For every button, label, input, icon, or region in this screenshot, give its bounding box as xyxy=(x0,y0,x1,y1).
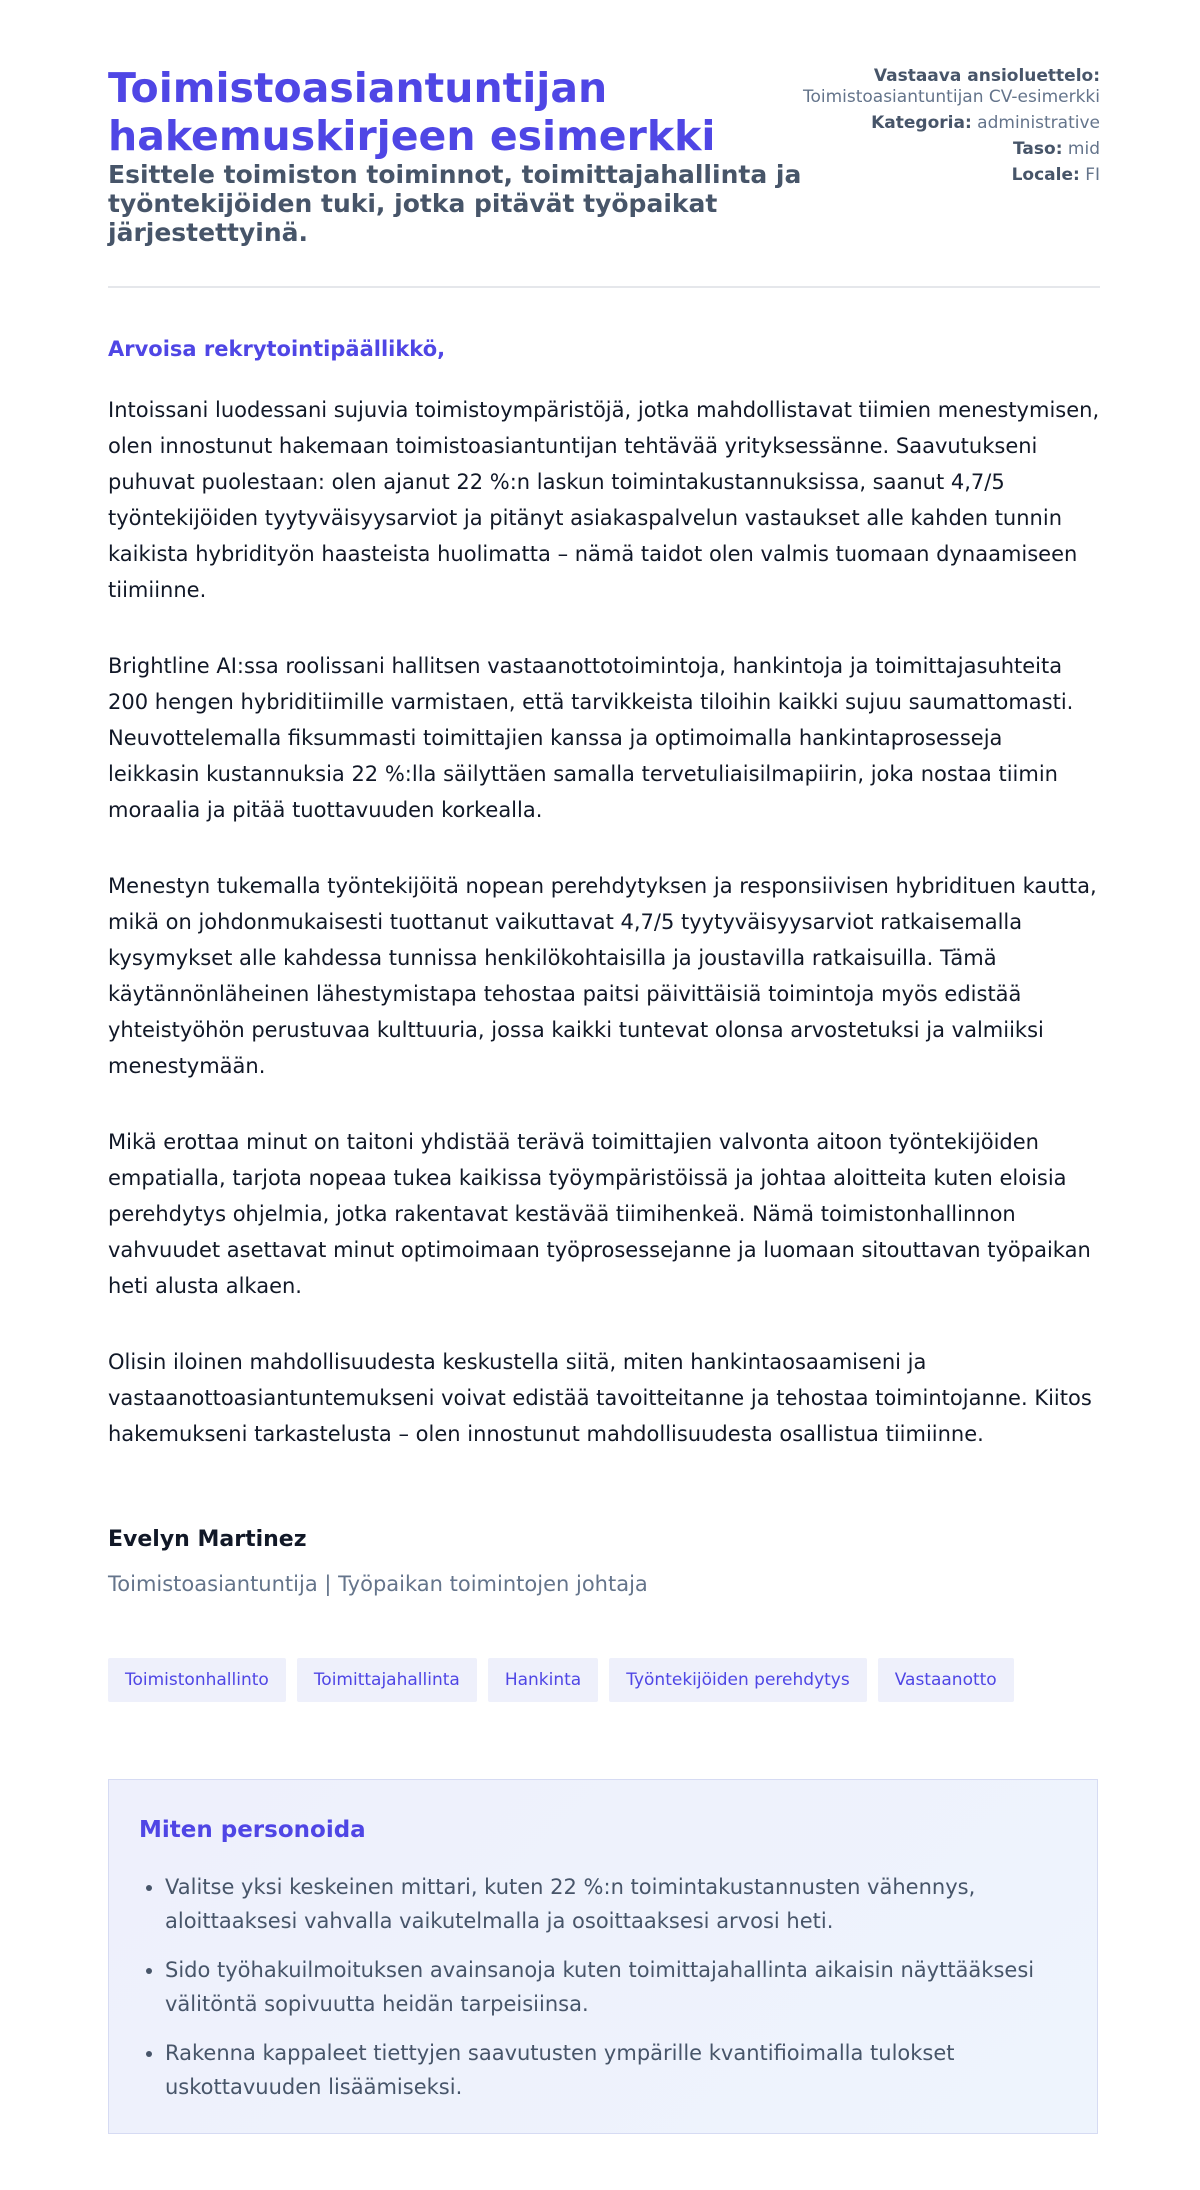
skill-tag[interactable]: Työntekijöiden perehdytys xyxy=(609,1658,866,1702)
page-subtitle: Esittele toimiston toiminnot, toimittajahallinta ja työntekijöiden tuki, jotka pitävät työpaikat järjestettyinä. xyxy=(108,160,802,247)
meta-resume-value[interactable]: Toimistoasiantuntijan CV-esimerkki xyxy=(802,87,1100,107)
letter-paragraph: Intoissani luodessani sujuvia toimistoympäristöjä, jotka mahdollistavat tiimien menestymisen, olen innostunut hakemaan toimistoasiantuntijan tehtävää yrityksessänne. Saavutukseni puhuvat puolestaan: olen ajanut 22 %:n laskun toimintakustannuksissa, saanut 4,7/5 työntekijöiden tyytyväisyysarviot ja pitänyt asiakaspalvelun vastaukset alle kahden tunnin kaikista hybridityön haasteista huolimatta – nämä taidot olen valmis tuomaan dynaamiseen tiimiinne. xyxy=(108,398,1100,602)
cover-letter-page xyxy=(108,0,1100,2099)
skill-tag[interactable]: Toimistonhallinto xyxy=(108,1658,286,1702)
skill-tags xyxy=(108,1658,1014,1702)
meta-category-label: Kategoria: xyxy=(871,113,972,133)
skill-tag[interactable]: Vastaanotto xyxy=(878,1658,1014,1702)
meta-level-label: Taso: xyxy=(1013,139,1063,159)
meta-resume xyxy=(770,66,1100,108)
meta-category xyxy=(770,113,1100,134)
tip-item: • Valitse yksi keskeinen mittari, kuten 22 %:n toimintakustannusten vähennys, aloittaaksesi vahvalla vaikutelmalla ja osoittaaksesi arvosi heti. xyxy=(165,1870,1085,1938)
meta-locale xyxy=(770,165,1100,186)
page-header xyxy=(108,0,1100,288)
tips-title: Miten personoida xyxy=(139,1817,366,1843)
signature-title: Toimistoasiantuntija | Työpaikan toimintojen johtaja xyxy=(108,1572,648,1596)
signature-name: Evelyn Martinez xyxy=(108,1527,307,1552)
skill-tag[interactable]: Toimittajahallinta xyxy=(297,1658,477,1702)
page-title: Toimistoasiantuntijan hakemuskirjeen esimerkki xyxy=(108,64,716,160)
meta-locale-value: FI xyxy=(1085,165,1100,185)
letter-paragraph: Brightline AI:ssa roolissani hallitsen vastaanottotoimintoja, hankintoja ja toimittajasuhteita 200 hengen hybriditiimille varmistaen, että tarvikkeista tiloihin kaikki sujuu saumattomasti. Neuvottelemalla fiksummasti toimittajien kanssa ja optimoimalla hankintaprosesseja leikkasin kustannuksia 22 %:lla säilyttäen samalla tervetuliaisilmapiirin, joka nostaa tiimin moraalia ja pitää tuottavuuden korkealla. xyxy=(108,654,1074,822)
meta-category-value: administrative xyxy=(977,113,1100,133)
meta-panel xyxy=(770,66,1100,191)
letter-body xyxy=(108,392,1100,1492)
letter-paragraph: Mikä erottaa minut on taitoni yhdistää terävä toimittajien valvonta aitoon työntekijöiden empatialla, tarjota nopeaa tukea kaikissa työympäristöissä ja johtaa aloitteita kuten eloisia perehdytys ohjelmia, jotka rakentavat kestävää tiimihenkeä. Nämä toimistonhallinnon vahvuudet asettavat minut optimoimaan työprosessejanne ja luomaan sitouttavan työpaikan heti alusta alkaen. xyxy=(108,1130,1091,1298)
tip-item: • Rakenna kappaleet tiettyjen saavutusten ympärille kvantifioimalla tulokset uskottavuuden lisäämiseksi. xyxy=(165,2036,1085,2104)
letter-paragraph: Olisin iloinen mahdollisuudesta keskustella siitä, miten hankintaosaamiseni ja vastaanottoasiantuntemukseni voivat edistää tavoitteitanne ja tehostaa toimintojanne. Kiitos hakemukseni tarkastelusta – olen innostunut mahdollisuudesta osallistua tiimiinne. xyxy=(108,1350,1092,1446)
letter-paragraph: Menestyn tukemalla työntekijöitä nopean perehdytyksen ja responsiivisen hybridituen kautta, mikä on johdonmukaisesti tuottanut vaikuttavat 4,7/5 tyytyväisyysarviot ratkaisemalla kysymykset alle kahdessa tunnissa henkilökohtaisilla ja joustavilla ratkaisuilla. Tämä käytännönläheinen lähestymistapa tehostaa paitsi päivittäisiä toimintoja myös edistää yhteistyöhön perustuvaa kulttuuria, jossa kaikki tuntevat olonsa arvostetuksi ja valmiiksi menestymään. xyxy=(108,874,1097,1078)
meta-level-value: mid xyxy=(1067,139,1100,159)
meta-locale-label: Locale: xyxy=(1011,165,1080,185)
tips-list xyxy=(139,1870,1085,2119)
personalization-tips-box xyxy=(108,1779,1098,2134)
tip-item: • Sido työhakuilmoituksen avainsanoja kuten toimittajahallinta aikaisin näyttääksesi välitöntä sopivuutta heidän tarpeisiinsa. xyxy=(165,1953,1085,2021)
meta-resume-label: Vastaava ansioluettelo: xyxy=(873,66,1100,86)
skill-tag[interactable]: Hankinta xyxy=(488,1658,598,1702)
letter-salutation: Arvoisa rekrytointipäällikkö, xyxy=(108,337,446,361)
meta-level xyxy=(770,139,1100,160)
